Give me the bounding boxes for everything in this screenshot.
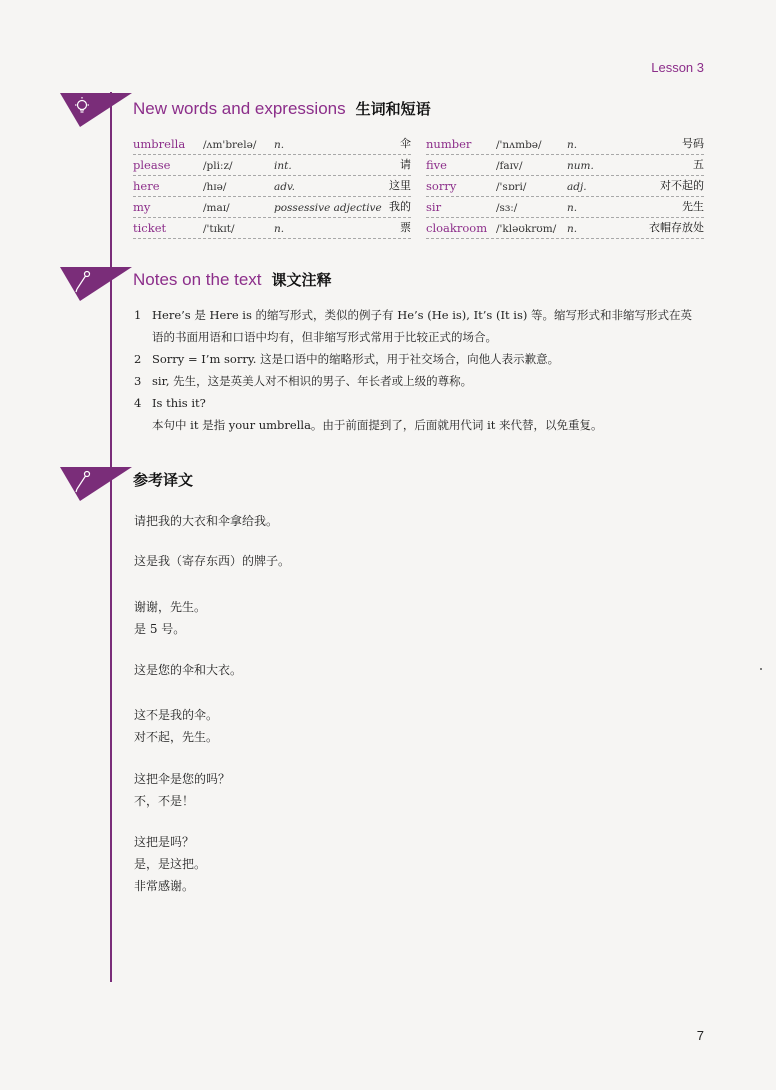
translation-line: 这是您的伞和大衣。 [134,663,243,677]
translation-line: 对不起，先生。 [134,730,219,744]
translation-line: 非常感谢。 [134,879,195,893]
vocab-word: cloakroom [426,221,488,235]
section-title-notes: Notes on the text 课文注释 [133,270,332,289]
margin-rule [110,92,112,982]
vocab-row [133,176,411,197]
translation-line: 这把是吗？ [134,835,195,849]
vocab-phonetic: /ʌm'brelə/ [203,139,257,151]
vocab-word: my [133,200,151,214]
vocab-phonetic: /'kləʊkrʊm/ [496,223,557,235]
vocab-class: adv. [274,181,296,193]
vocab-class: n. [567,223,578,235]
vocab-word: five [426,158,447,172]
vocab-phonetic: /'sɒri/ [496,181,527,193]
translation-paragraph [134,704,218,748]
note-line: Sorry = I’m sorry. 这是口语中的缩略形式，用于社交场合，向他人表示歉意。 [152,352,560,366]
section-title-translation: 参考译文 [133,472,194,489]
vocab-row [426,197,704,218]
vocab-meaning: 先生 [682,200,704,213]
notes-list [134,304,714,436]
vocab-meaning: 衣帽存放处 [649,221,704,234]
vocab-meaning: 号码 [682,137,704,150]
section-tab-words [60,93,132,127]
vocab-meaning: 五 [693,158,704,171]
vocab-class: adj. [567,181,587,193]
vocab-meaning: 请 [400,158,411,171]
vocab-table-left [133,134,411,239]
section-tab-notes [60,267,132,301]
section-tab-translation [60,467,132,501]
vocab-phonetic: /sɜː/ [496,202,518,214]
translation-line: 不，不是！ [134,794,195,808]
note-line: 本句中 it 是指 your umbrella。由于前面提到了，后面就用代词 it 来代替，以免重复。 [152,418,603,432]
note-number: 3 [134,374,142,388]
translation-line: 请把我的大衣和伞拿给我。 [134,514,279,528]
vocab-word: sir [426,200,442,214]
translation-paragraph [134,659,242,681]
section-title-words: New words and expressions 生词和短语 [133,99,431,118]
vocab-phonetic: /'tɪkɪt/ [203,223,235,235]
note-item [134,370,714,392]
vocab-class: n. [274,139,285,151]
vocab-row [426,218,704,239]
vocab-word: here [133,179,160,193]
translation-paragraph [134,550,290,572]
translation-line: 谢谢，先生。 [134,600,207,614]
vocab-class: num. [567,160,594,172]
translation-line: 这把伞是您的吗？ [134,772,231,786]
note-line: Here’s 是 Here is 的缩写形式，类似的例子有 He’s (He is), It’s (It is) 等。缩写形式和非缩写形式在英 [152,308,692,322]
vocab-meaning: 伞 [400,137,411,150]
note-item [134,304,714,348]
vocab-meaning: 对不起的 [660,179,704,192]
vocab-class: possessive adjective [274,202,382,214]
vocab-phonetic: /pliːz/ [203,160,233,172]
vocab-table-right [426,134,704,239]
vocab-row [133,197,411,218]
vocab-word: please [133,158,171,172]
vocab-meaning: 票 [400,221,411,234]
vocab-row [133,155,411,176]
translation-paragraph [134,831,206,897]
vocab-phonetic: /'nʌmbə/ [496,139,542,151]
vocab-row [426,176,704,197]
note-number: 4 [134,396,142,410]
vocab-word: number [426,137,472,151]
vocab-phonetic: /hɪə/ [203,181,227,193]
page-number: 7 [696,1028,704,1043]
page-speck [760,668,762,670]
vocab-row [426,155,704,176]
vocab-phonetic: /faɪv/ [496,160,523,172]
vocab-row [426,134,704,155]
vocab-word: sorry [426,179,457,193]
vocab-class: n. [567,202,578,214]
note-item [134,348,714,370]
note-number: 2 [134,352,142,366]
translation-line: 这是我（寄存东西）的牌子。 [134,554,291,568]
note-line: Is this it? [152,396,206,410]
translation-paragraph [134,768,230,812]
translation-paragraph [134,596,206,640]
note-number: 1 [134,308,142,322]
vocab-class: n. [274,223,285,235]
translation-line: 是 5 号。 [134,622,186,636]
lesson-label: Lesson 3 [651,60,704,75]
vocab-phonetic: /maɪ/ [203,202,230,214]
vocab-row [133,134,411,155]
note-line: sir, 先生，这是英美人对不相识的男子、年长者或上级的尊称。 [152,374,473,388]
vocab-class: n. [567,139,578,151]
vocab-meaning: 我的 [389,200,411,213]
note-line: 语的书面用语和口语中均有，但非缩写形式常用于比较正式的场合。 [152,330,497,344]
translation-line: 是，是这把。 [134,857,207,871]
note-item [134,392,714,436]
vocab-row [133,218,411,239]
vocab-word: umbrella [133,137,186,151]
translation-paragraph [134,510,278,532]
translation-line: 这不是我的伞。 [134,708,219,722]
vocab-word: ticket [133,221,167,235]
vocab-meaning: 这里 [389,179,411,192]
vocab-class: int. [274,160,292,172]
